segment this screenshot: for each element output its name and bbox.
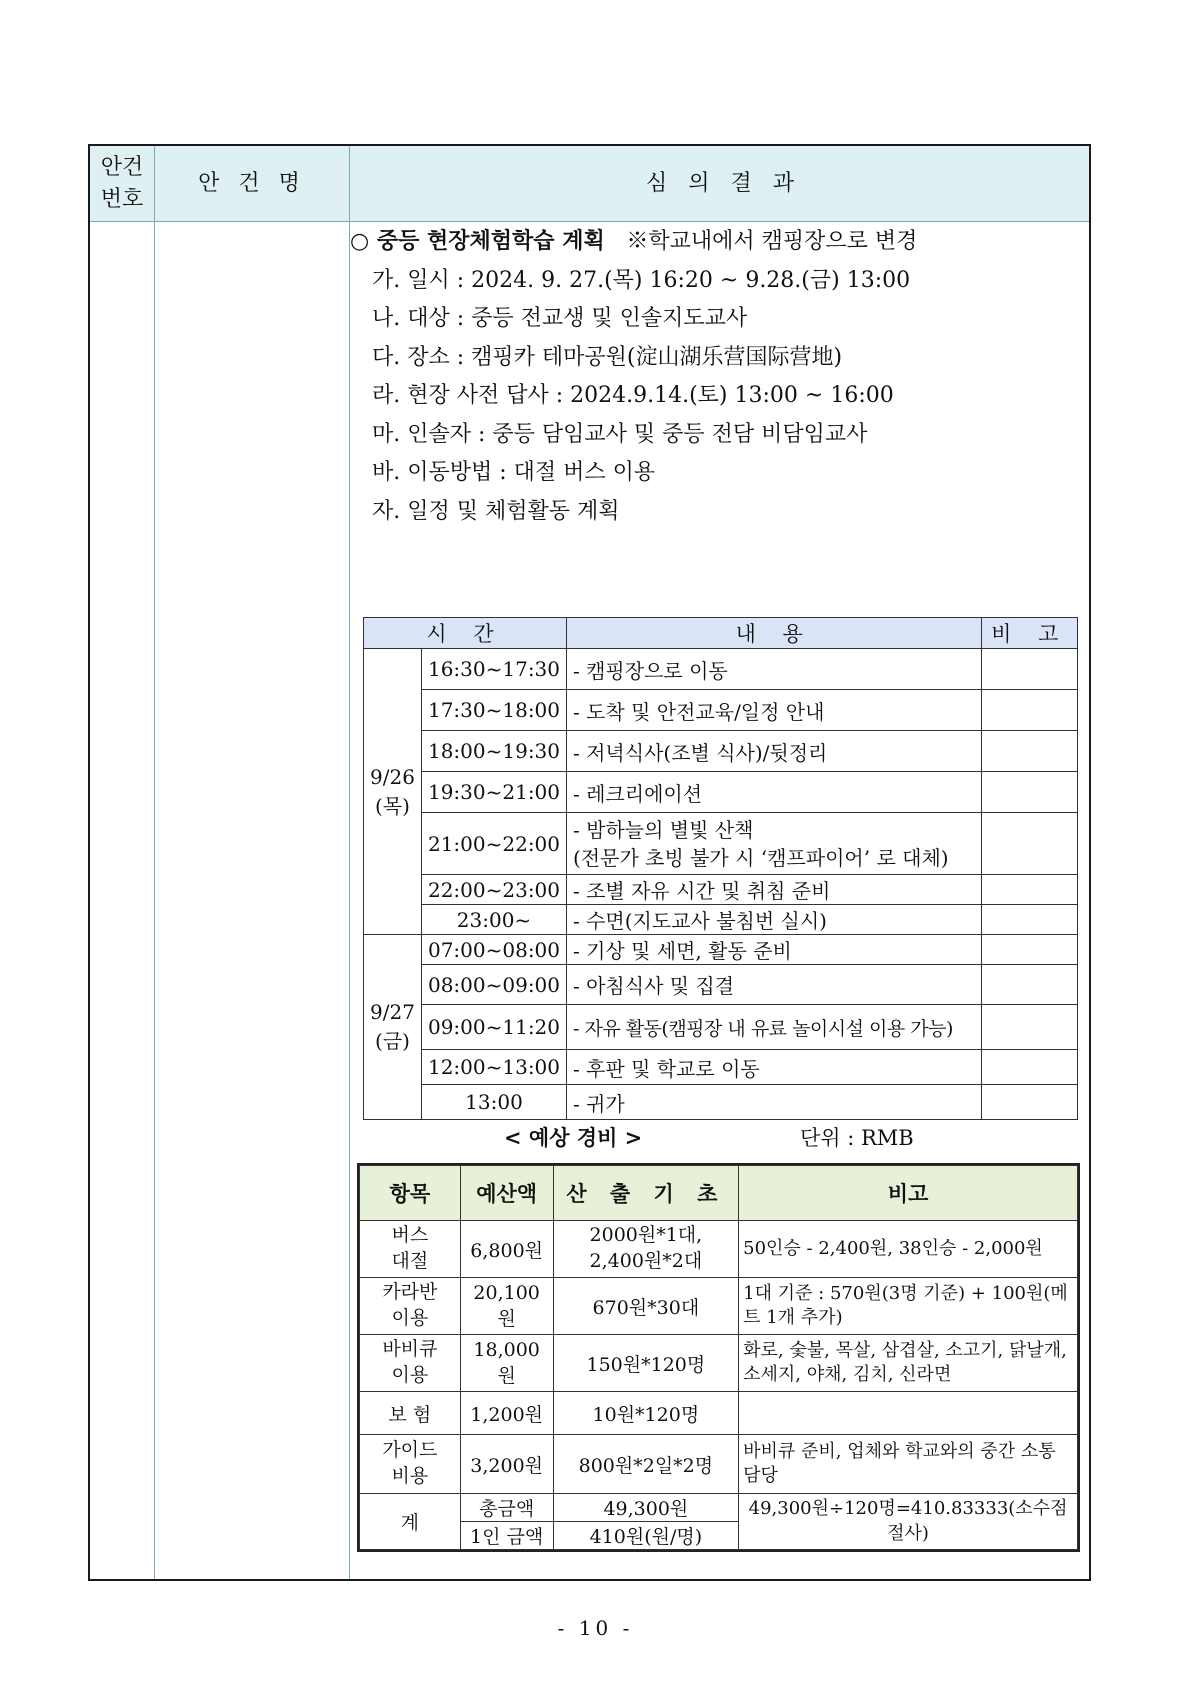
schedule-note — [982, 935, 1078, 965]
schedule-content: - 아침식사 및 집결 — [567, 965, 982, 1005]
schedule-time: 09:00~11:20 — [421, 1005, 566, 1050]
schedule-time: 17:30~18:00 — [421, 690, 566, 731]
plan-item-site-visit: 라. 현장 사전 답사 : 2024.9.14.(토) 13:00 ~ 16:00 — [372, 383, 894, 408]
table-row — [364, 1050, 1078, 1085]
plan-item-transport: 바. 이동방법 : 대절 버스 이용 — [372, 460, 656, 485]
cost-header-basis: 산 출 기 초 — [553, 1166, 739, 1221]
table-row — [360, 1335, 1078, 1392]
plan-item-date: 가. 일시 : 2024. 9. 27.(목) 16:20 ~ 9.28.(금) 13:00 — [372, 267, 911, 293]
schedule-day: 9/27 (금) — [364, 935, 422, 1120]
schedule-content: - 자유 활동(캠핑장 내 유료 놀이시설 이용 가능) — [567, 1005, 982, 1050]
schedule-note — [982, 731, 1078, 772]
cost-budget: 3,200원 — [460, 1435, 553, 1494]
schedule-content: - 레크리에이션 — [567, 772, 982, 813]
schedule-content: - 밤하늘의 별빛 산책 (전문가 초빙 불가 시 ‘캠프파이어’ 로 대체) — [567, 813, 982, 875]
cost-caption — [350, 1122, 1090, 1156]
plan-item-schedule: 자. 일정 및 체험활동 계획 — [372, 498, 620, 524]
cost-note: 50인승 - 2,400원, 38인승 - 2,000원 — [739, 1221, 1078, 1278]
schedule-note — [982, 965, 1078, 1005]
cost-basis: 2000원*1대, 2,400원*2대 — [553, 1221, 739, 1278]
cost-basis: 800원*2일*2명 — [553, 1435, 739, 1494]
schedule-time: 19:30~21:00 — [421, 772, 566, 813]
schedule-time: 07:00~08:00 — [421, 935, 566, 965]
cost-note: 바비큐 준비, 업체와 학교와의 중간 소통 담당 — [739, 1435, 1078, 1494]
schedule-note — [982, 649, 1078, 690]
table-row — [364, 772, 1078, 813]
schedule-time: 22:00~23:00 — [421, 875, 566, 905]
review-result-content — [350, 222, 1090, 1548]
cost-title: < 예상 경비 > — [504, 1125, 643, 1150]
schedule-content: - 도착 및 안전교육/일정 안내 — [567, 690, 982, 731]
schedule-content: - 저녁식사(조별 식사)/뒷정리 — [567, 731, 982, 772]
cost-budget: 6,800원 — [460, 1221, 553, 1278]
table-row — [360, 1221, 1078, 1278]
cost-basis: 10원*120명 — [553, 1392, 739, 1435]
cost-budget: 20,100원 — [460, 1278, 553, 1335]
table-row — [364, 905, 1078, 935]
schedule-note — [982, 690, 1078, 731]
schedule-time: 12:00~13:00 — [421, 1050, 566, 1085]
table-row — [360, 1392, 1078, 1435]
page-number: - 10 - — [557, 1616, 634, 1640]
table-row — [364, 649, 1078, 690]
cost-total-note: 49,300원÷120명=410.83333(소수점 절사) — [739, 1494, 1078, 1550]
schedule-time: 21:00~22:00 — [421, 813, 566, 875]
cost-total-label: 계 — [360, 1494, 461, 1550]
table-row — [364, 813, 1078, 875]
cost-header-note: 비고 — [739, 1166, 1078, 1221]
schedule-note — [982, 1085, 1078, 1120]
schedule-time: 23:00~ — [421, 905, 566, 935]
schedule-table — [363, 617, 1078, 1120]
cost-total-amount-label: 총금액 — [460, 1494, 553, 1522]
schedule-header-time: 시 간 — [364, 618, 567, 649]
table-row — [360, 1278, 1078, 1335]
table-row — [364, 935, 1078, 965]
cost-unit: 단위 : RMB — [800, 1126, 914, 1150]
table-row — [364, 965, 1078, 1005]
plan-title-note: ※학교내에서 캠핑장으로 변경 — [626, 229, 918, 254]
table-row — [364, 731, 1078, 772]
table-row — [364, 1005, 1078, 1050]
schedule-time: 16:30~17:30 — [421, 649, 566, 690]
schedule-note — [982, 875, 1078, 905]
cost-per-person-amount: 410원(원/명) — [553, 1522, 739, 1550]
plan-item-leaders: 마. 인솔자 : 중등 담임교사 및 중등 전담 비담임교사 — [372, 421, 868, 447]
cost-budget: 18,000원 — [460, 1335, 553, 1392]
cost-table — [359, 1165, 1078, 1550]
schedule-time: 13:00 — [421, 1085, 566, 1120]
table-row — [360, 1494, 1078, 1522]
schedule-time: 08:00~09:00 — [421, 965, 566, 1005]
schedule-content: - 캠핑장으로 이동 — [567, 649, 982, 690]
cost-item: 보 험 — [360, 1392, 461, 1435]
cost-item: 바비큐 이용 — [360, 1335, 461, 1392]
cost-header-row — [360, 1166, 1078, 1221]
column-divider — [154, 146, 155, 1579]
plan-title-text: ○ 중등 현장체험학습 계획 — [350, 228, 605, 254]
cost-per-person-label: 1인 금액 — [460, 1522, 553, 1550]
schedule-content: - 기상 및 세면, 활동 준비 — [567, 935, 982, 965]
schedule-day: 9/26 (목) — [364, 649, 422, 935]
cost-item: 카라반 이용 — [360, 1278, 461, 1335]
header-agenda-number: 안건 번호 — [100, 155, 144, 212]
schedule-note — [982, 772, 1078, 813]
schedule-content: - 귀가 — [567, 1085, 982, 1120]
cost-note: 화로, 숯불, 목살, 삼겹살, 소고기, 닭날개, 소세지, 야채, 김치, 신라면 — [739, 1335, 1078, 1392]
cost-header-budget: 예산액 — [460, 1166, 553, 1221]
cost-header-item: 항목 — [360, 1166, 461, 1221]
schedule-note — [982, 1050, 1078, 1085]
header-review-result: 심 의 결 과 — [646, 171, 794, 197]
schedule-header-content: 내 용 — [567, 618, 982, 649]
schedule-content: - 후판 및 학교로 이동 — [567, 1050, 982, 1085]
agenda-table — [88, 144, 1091, 1581]
plan-item-target: 나. 대상 : 중등 전교생 및 인솔지도교사 — [372, 306, 748, 331]
table-row — [364, 875, 1078, 905]
schedule-note — [982, 1005, 1078, 1050]
schedule-note — [982, 905, 1078, 935]
cost-item: 버스 대절 — [360, 1221, 461, 1278]
schedule-content: - 수면(지도교사 불침번 실시) — [567, 905, 982, 935]
cost-basis: 670원*30대 — [553, 1278, 739, 1335]
schedule-header-note: 비 고 — [982, 618, 1078, 649]
schedule-note — [982, 813, 1078, 875]
cost-basis: 150원*120명 — [553, 1335, 739, 1392]
cost-item: 가이드 비용 — [360, 1435, 461, 1494]
header-agenda-name: 안 건 명 — [198, 171, 306, 197]
schedule-time: 18:00~19:30 — [421, 731, 566, 772]
schedule-header-row — [364, 618, 1078, 649]
schedule-content: - 조별 자유 시간 및 취침 준비 — [567, 875, 982, 905]
cost-note: 1대 기준 : 570원(3명 기준) + 100원(메트 1개 추가) — [739, 1278, 1078, 1335]
plan-title — [350, 222, 1090, 262]
plan-item-place: 다. 장소 : 캠핑카 테마공원(淀山湖乐营国际营地) — [372, 344, 843, 370]
table-row — [364, 690, 1078, 731]
table-row — [364, 1085, 1078, 1120]
cost-total-amount: 49,300원 — [553, 1494, 739, 1522]
cost-note — [739, 1392, 1078, 1435]
cost-budget: 1,200원 — [460, 1392, 553, 1435]
table-row — [360, 1435, 1078, 1494]
